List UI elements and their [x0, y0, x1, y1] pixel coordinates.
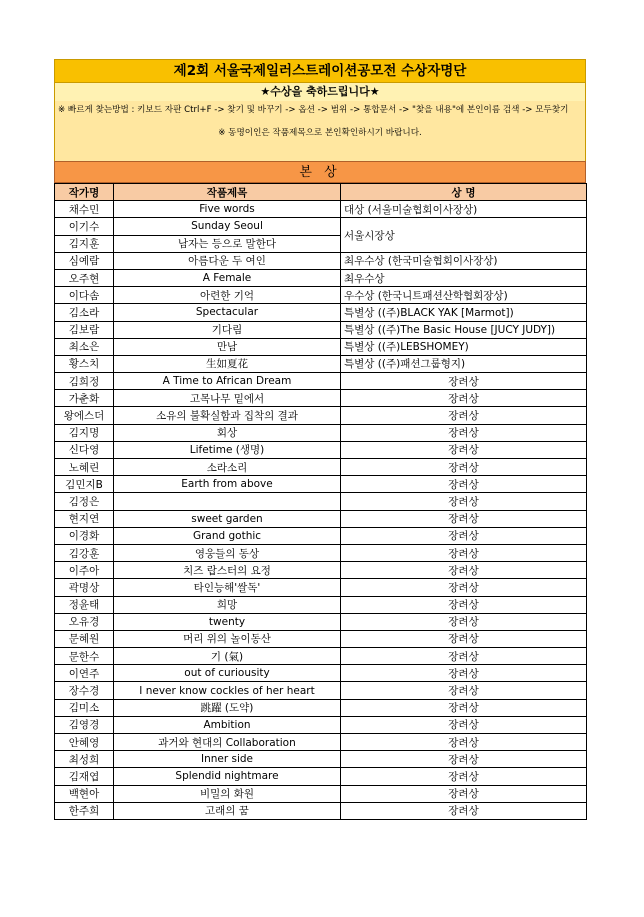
table-row [55, 493, 587, 510]
artist-name: 정윤태 [55, 596, 114, 613]
table-row [55, 613, 587, 630]
artist-name: 최성희 [55, 751, 114, 768]
work-title: Splendid nightmare [114, 768, 341, 785]
work-title: out of curiousity [114, 665, 341, 682]
artist-name: 장수경 [55, 682, 114, 699]
award-name: 서울시장상 [341, 218, 587, 252]
award-name: 대상 (서울미술협회이사장상) [341, 201, 587, 218]
artist-name: 이경화 [55, 527, 114, 544]
same-name-note: ※ 동명이인은 작품제목으로 본인확인하시기 바랍니다. [218, 128, 422, 138]
award-name: 장려상 [341, 544, 587, 561]
award-name: 장려상 [341, 682, 587, 699]
table-row [55, 562, 587, 579]
table-row [55, 338, 587, 355]
work-title: twenty [114, 613, 341, 630]
search-notes [54, 101, 586, 161]
work-title: Grand gothic [114, 527, 341, 544]
table-row [55, 802, 587, 819]
artist-name: 김정은 [55, 493, 114, 510]
award-name: 장려상 [341, 665, 587, 682]
artist-name: 최소은 [55, 338, 114, 355]
column-header-work: 작품제목 [114, 184, 341, 201]
artist-name: 이다솜 [55, 287, 114, 304]
table-row [55, 527, 587, 544]
work-title: 기다림 [114, 321, 341, 338]
work-title: sweet garden [114, 510, 341, 527]
award-name: 최우수상 (한국미술협회이사장상) [341, 252, 587, 269]
work-title: A Female [114, 269, 341, 286]
award-name: 장려상 [341, 699, 587, 716]
table-row [55, 201, 587, 218]
table-row [55, 407, 587, 424]
work-title: Earth from above [114, 476, 341, 493]
award-name: 장려상 [341, 527, 587, 544]
table-row [55, 252, 587, 269]
work-title: 희망 [114, 596, 341, 613]
table-row [55, 459, 587, 476]
work-title: 소라소리 [114, 459, 341, 476]
artist-name: 현지연 [55, 510, 114, 527]
congrats-banner: ★수상을 축하드립니다★ [54, 83, 586, 101]
award-name: 장려상 [341, 441, 587, 458]
table-row [55, 287, 587, 304]
table-row [55, 751, 587, 768]
work-title: 아름다운 두 여인 [114, 252, 341, 269]
work-title: 生如夏花 [114, 355, 341, 372]
award-sheet [54, 59, 586, 820]
work-title: 영웅들의 동상 [114, 544, 341, 561]
table-row [55, 768, 587, 785]
column-header-award: 상 명 [341, 184, 587, 201]
work-title: Sunday Seoul [114, 218, 341, 235]
artist-name: 김영경 [55, 716, 114, 733]
table-row [55, 373, 587, 390]
work-title: 과거와 현대의 Collaboration [114, 734, 341, 751]
table-row [55, 596, 587, 613]
award-name: 장려상 [341, 510, 587, 527]
artist-name: 신다영 [55, 441, 114, 458]
award-name: 최우수상 [341, 269, 587, 286]
artist-name: 가춘화 [55, 390, 114, 407]
table-header-row [55, 184, 587, 201]
artist-name: 심예람 [55, 252, 114, 269]
table-row [55, 424, 587, 441]
table-row [55, 665, 587, 682]
table-row [55, 699, 587, 716]
artist-name: 김지훈 [55, 235, 114, 252]
table-row [55, 785, 587, 802]
work-title: 머리 위의 놀이동산 [114, 630, 341, 647]
table-row [55, 476, 587, 493]
table-row [55, 355, 587, 372]
work-title: Lifetime (생명) [114, 441, 341, 458]
artist-name: 오주현 [55, 269, 114, 286]
work-title: I never know cockles of her heart [114, 682, 341, 699]
award-name: 장려상 [341, 648, 587, 665]
award-name: 장려상 [341, 459, 587, 476]
award-name: 장려상 [341, 716, 587, 733]
artist-name: 왕에스더 [55, 407, 114, 424]
award-name: 장려상 [341, 407, 587, 424]
work-title: 아련한 기억 [114, 287, 341, 304]
table-row [55, 544, 587, 561]
work-title: 소유의 불확실함과 집착의 결과 [114, 407, 341, 424]
table-row [55, 321, 587, 338]
artist-name: 이기수 [55, 218, 114, 235]
award-name: 특별상 ((주)LEBSHOMEY) [341, 338, 587, 355]
work-title: Spectacular [114, 304, 341, 321]
artist-name: 오유경 [55, 613, 114, 630]
work-title: 타인능해'쌀독' [114, 579, 341, 596]
award-name: 장려상 [341, 802, 587, 819]
work-title: Inner side [114, 751, 341, 768]
award-name: 장려상 [341, 768, 587, 785]
award-name: 장려상 [341, 785, 587, 802]
work-title: 비밀의 화원 [114, 785, 341, 802]
table-row [55, 441, 587, 458]
work-title: Five words [114, 201, 341, 218]
work-title: 고목나무 밑에서 [114, 390, 341, 407]
award-name: 특별상 ((주)The Basic House [JUCY JUDY]) [341, 321, 587, 338]
table-row [55, 218, 587, 235]
table-row [55, 390, 587, 407]
table-row [55, 304, 587, 321]
artist-name: 황스치 [55, 355, 114, 372]
work-title: 고래의 꿈 [114, 802, 341, 819]
work-title [114, 493, 341, 510]
award-name: 장려상 [341, 630, 587, 647]
award-name: 장려상 [341, 562, 587, 579]
table-row [55, 510, 587, 527]
table-row [55, 269, 587, 286]
winners-table [54, 183, 587, 820]
award-name: 장려상 [341, 476, 587, 493]
artist-name: 김강훈 [55, 544, 114, 561]
artist-name: 김보람 [55, 321, 114, 338]
artist-name: 안혜영 [55, 734, 114, 751]
award-name: 장려상 [341, 613, 587, 630]
work-title: 만남 [114, 338, 341, 355]
section-header: 본 상 [54, 161, 586, 183]
table-row [55, 716, 587, 733]
work-title: 跳躍 (도약) [114, 699, 341, 716]
page-title: 제2회 서울국제일러스트레이션공모전 수상자명단 [54, 59, 586, 83]
artist-name: 문혜원 [55, 630, 114, 647]
work-title: 회상 [114, 424, 341, 441]
table-row [55, 682, 587, 699]
artist-name: 김미소 [55, 699, 114, 716]
award-name: 특별상 ((주)BLACK YAK [Marmot]) [341, 304, 587, 321]
artist-name: 백현아 [55, 785, 114, 802]
award-name: 장려상 [341, 751, 587, 768]
table-row [55, 648, 587, 665]
award-name: 장려상 [341, 734, 587, 751]
artist-name: 김희정 [55, 373, 114, 390]
table-row [55, 734, 587, 751]
artist-name: 김지명 [55, 424, 114, 441]
work-title: 남자는 등으로 말한다 [114, 235, 341, 252]
column-header-name: 작가명 [55, 184, 114, 201]
award-name: 우수상 (한국니트패션산학협회장상) [341, 287, 587, 304]
table-row [55, 630, 587, 647]
search-tip: ※ 빠르게 찾는방법 : 키보드 자판 Ctrl+F -> 찾기 및 바꾸기 -> 옵션 -> 범위 -> 통합문서 -> "찾을 내용"에 본인이름 검색 -> 모두찾기 [58, 105, 569, 115]
artist-name: 김소라 [55, 304, 114, 321]
artist-name: 이주아 [55, 562, 114, 579]
work-title: 치즈 랍스터의 요정 [114, 562, 341, 579]
award-name: 장려상 [341, 579, 587, 596]
award-name: 장려상 [341, 424, 587, 441]
work-title: 기 (氣) [114, 648, 341, 665]
award-name: 장려상 [341, 596, 587, 613]
award-name: 장려상 [341, 493, 587, 510]
artist-name: 김재엽 [55, 768, 114, 785]
artist-name: 한주희 [55, 802, 114, 819]
artist-name: 노혜린 [55, 459, 114, 476]
award-name: 장려상 [341, 390, 587, 407]
award-name: 특별상 ((주)패션그룹형지) [341, 355, 587, 372]
award-name: 장려상 [341, 373, 587, 390]
work-title: Ambition [114, 716, 341, 733]
work-title: A Time to African Dream [114, 373, 341, 390]
artist-name: 채수민 [55, 201, 114, 218]
artist-name: 김민지B [55, 476, 114, 493]
artist-name: 문한수 [55, 648, 114, 665]
artist-name: 이연주 [55, 665, 114, 682]
table-row [55, 579, 587, 596]
artist-name: 곽명상 [55, 579, 114, 596]
